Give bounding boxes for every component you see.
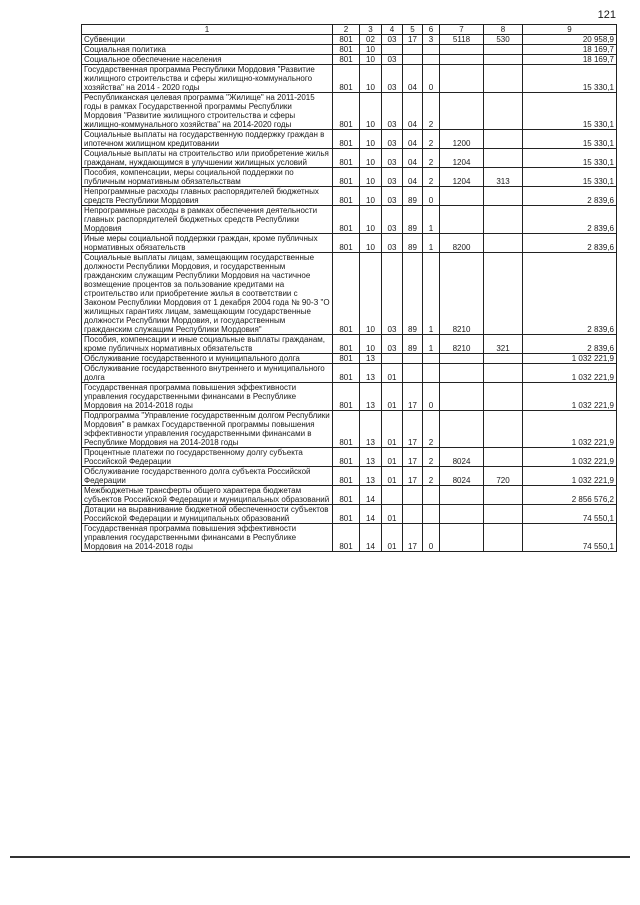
row-name-cell: Социальные выплаты лицам, замещающим государственные должности Республики Мордовия, и государственным гражданским служащим Республики Мордовия на частичное возмещение процентов за пользование кредитами на строительство или приобретение жилья в соответствии с Законом Республики Мордовия от 1 декабря 2004 года № 90-З "О жилищных гарантиях лицам, замещающим государственные должности Республики Мордовия, и государственным гражданским служащим Республики Мордовия" [82, 253, 333, 335]
row-code-cell: 2 [423, 411, 440, 448]
table-row [82, 383, 617, 411]
row-name-cell: Подпрограмма "Управление государственным долгом Республики Мордовия" в рамках Государственной программы повышения эффективности управления государственными финансами в Республике Мордовия на 2014-2018 годы [82, 411, 333, 448]
row-code-cell: 14 [360, 524, 382, 552]
row-amount-cell: 18 169,7 [523, 55, 617, 65]
row-code-cell [484, 187, 523, 206]
row-amount-cell: 2 856 576,2 [523, 486, 617, 505]
row-code-cell: 1 [423, 335, 440, 354]
row-name-cell: Обслуживание государственного и муниципального долга [82, 354, 333, 364]
row-code-cell [484, 448, 523, 467]
row-name-cell: Обслуживание государственного внутреннего и муниципального долга [82, 364, 333, 383]
row-code-cell: 720 [484, 467, 523, 486]
row-code-cell: 03 [382, 55, 403, 65]
row-code-cell [403, 45, 423, 55]
table-row [82, 411, 617, 448]
column-header: 8 [484, 25, 523, 35]
row-code-cell: 03 [382, 234, 403, 253]
row-code-cell: 321 [484, 335, 523, 354]
row-code-cell [484, 524, 523, 552]
row-code-cell [440, 524, 484, 552]
table-row [82, 364, 617, 383]
row-code-cell [423, 354, 440, 364]
row-code-cell: 13 [360, 364, 382, 383]
row-code-cell: 801 [333, 467, 360, 486]
row-code-cell [484, 354, 523, 364]
row-name-cell: Обслуживание государственного долга субъекта Российской Федерации [82, 467, 333, 486]
row-code-cell: 89 [403, 335, 423, 354]
row-amount-cell: 2 839,6 [523, 253, 617, 335]
row-code-cell: 2 [423, 168, 440, 187]
row-amount-cell: 15 330,1 [523, 65, 617, 93]
row-name-cell: Республиканская целевая программа "Жилище" на 2011-2015 годы в рамках Государственной программы Республики Мордовия "Развитие жилищного строительства и сферы жилищно-коммунального хозяйства" на 2014-2020 годы [82, 93, 333, 130]
row-code-cell [440, 93, 484, 130]
row-amount-cell: 2 839,6 [523, 187, 617, 206]
table-row [82, 187, 617, 206]
row-code-cell [484, 130, 523, 149]
row-amount-cell: 1 032 221,9 [523, 448, 617, 467]
row-name-cell: Государственная программа Республики Мордовия "Развитие жилищного строительства и сферы жилищно-коммунального хозяйства" на 2014 - 2020 годы [82, 65, 333, 93]
row-code-cell: 0 [423, 187, 440, 206]
row-code-cell: 10 [360, 187, 382, 206]
table-body [82, 35, 617, 552]
row-code-cell: 03 [382, 149, 403, 168]
table-row [82, 45, 617, 55]
row-code-cell: 03 [382, 206, 403, 234]
row-code-cell: 1204 [440, 149, 484, 168]
footer-rule [10, 856, 630, 858]
row-code-cell [484, 505, 523, 524]
row-code-cell: 801 [333, 234, 360, 253]
row-code-cell: 01 [382, 467, 403, 486]
row-code-cell: 01 [382, 524, 403, 552]
row-name-cell: Непрограммные расходы в рамках обеспечения деятельности главных распорядителей бюджетных средств Республики Мордовия [82, 206, 333, 234]
table-row [82, 149, 617, 168]
row-code-cell [484, 93, 523, 130]
row-code-cell: 0 [423, 383, 440, 411]
row-code-cell: 801 [333, 93, 360, 130]
row-amount-cell: 15 330,1 [523, 149, 617, 168]
row-code-cell [484, 55, 523, 65]
row-code-cell: 10 [360, 93, 382, 130]
row-code-cell: 10 [360, 335, 382, 354]
row-code-cell: 801 [333, 187, 360, 206]
row-code-cell: 801 [333, 335, 360, 354]
row-code-cell: 10 [360, 55, 382, 65]
row-code-cell [382, 45, 403, 55]
row-code-cell: 03 [382, 187, 403, 206]
row-code-cell [440, 364, 484, 383]
row-code-cell: 801 [333, 130, 360, 149]
row-name-cell: Пособия, компенсации и иные социальные выплаты гражданам, кроме публичных нормативных обязательств [82, 335, 333, 354]
row-amount-cell: 1 032 221,9 [523, 383, 617, 411]
row-amount-cell: 2 839,6 [523, 335, 617, 354]
row-code-cell [382, 486, 403, 505]
row-code-cell: 2 [423, 93, 440, 130]
column-header: 2 [333, 25, 360, 35]
row-code-cell: 313 [484, 168, 523, 187]
table-row [82, 35, 617, 45]
row-code-cell [484, 45, 523, 55]
row-amount-cell: 1 032 221,9 [523, 364, 617, 383]
row-code-cell: 10 [360, 65, 382, 93]
row-code-cell: 10 [360, 168, 382, 187]
row-code-cell [484, 486, 523, 505]
column-header: 4 [382, 25, 403, 35]
row-code-cell [484, 234, 523, 253]
row-code-cell: 03 [382, 130, 403, 149]
row-code-cell: 801 [333, 383, 360, 411]
row-code-cell [440, 187, 484, 206]
table-row [82, 448, 617, 467]
row-code-cell: 14 [360, 486, 382, 505]
row-code-cell: 530 [484, 35, 523, 45]
row-code-cell [440, 505, 484, 524]
row-amount-cell: 1 032 221,9 [523, 411, 617, 448]
row-code-cell: 801 [333, 411, 360, 448]
row-code-cell: 801 [333, 65, 360, 93]
row-code-cell: 801 [333, 55, 360, 65]
row-code-cell: 801 [333, 253, 360, 335]
row-code-cell: 04 [403, 130, 423, 149]
row-code-cell: 8024 [440, 448, 484, 467]
table-row [82, 524, 617, 552]
budget-table [81, 24, 617, 552]
table-row [82, 168, 617, 187]
table-row [82, 486, 617, 505]
row-code-cell: 801 [333, 354, 360, 364]
row-code-cell: 17 [403, 448, 423, 467]
row-name-cell: Субвенции [82, 35, 333, 45]
row-amount-cell: 20 958,9 [523, 35, 617, 45]
row-code-cell: 03 [382, 168, 403, 187]
row-code-cell: 10 [360, 253, 382, 335]
row-code-cell: 8210 [440, 253, 484, 335]
row-amount-cell: 15 330,1 [523, 130, 617, 149]
row-amount-cell: 2 839,6 [523, 234, 617, 253]
row-code-cell: 01 [382, 505, 403, 524]
row-code-cell: 801 [333, 505, 360, 524]
row-code-cell: 13 [360, 467, 382, 486]
row-code-cell: 801 [333, 524, 360, 552]
row-code-cell: 3 [423, 35, 440, 45]
row-code-cell [484, 383, 523, 411]
row-code-cell [440, 206, 484, 234]
row-code-cell: 03 [382, 65, 403, 93]
row-code-cell: 10 [360, 130, 382, 149]
row-amount-cell: 74 550,1 [523, 524, 617, 552]
row-code-cell [440, 65, 484, 93]
row-code-cell: 14 [360, 505, 382, 524]
row-amount-cell: 15 330,1 [523, 93, 617, 130]
row-amount-cell: 18 169,7 [523, 45, 617, 55]
row-code-cell: 801 [333, 45, 360, 55]
row-name-cell: Пособия, компенсации, меры социальной поддержки по публичным нормативным обязательствам [82, 168, 333, 187]
row-code-cell: 04 [403, 149, 423, 168]
row-code-cell [484, 253, 523, 335]
row-code-cell: 13 [360, 383, 382, 411]
table-row [82, 253, 617, 335]
row-code-cell [484, 411, 523, 448]
page-number: 121 [597, 9, 616, 21]
row-code-cell: 2 [423, 467, 440, 486]
row-name-cell: Дотации на выравнивание бюджетной обеспеченности субъектов Российской Федерации и муниципальных образований [82, 505, 333, 524]
table-row [82, 354, 617, 364]
row-amount-cell: 1 032 221,9 [523, 354, 617, 364]
row-amount-cell: 74 550,1 [523, 505, 617, 524]
row-code-cell: 01 [382, 383, 403, 411]
row-code-cell [423, 505, 440, 524]
row-code-cell [403, 486, 423, 505]
row-code-cell: 5118 [440, 35, 484, 45]
row-code-cell: 89 [403, 187, 423, 206]
row-code-cell: 0 [423, 65, 440, 93]
row-code-cell: 13 [360, 448, 382, 467]
row-name-cell: Социальное обеспечение населения [82, 55, 333, 65]
row-code-cell: 1 [423, 253, 440, 335]
column-header: 7 [440, 25, 484, 35]
row-code-cell [423, 364, 440, 383]
column-header: 5 [403, 25, 423, 35]
row-code-cell [484, 149, 523, 168]
row-code-cell: 801 [333, 448, 360, 467]
row-name-cell: Государственная программа повышения эффективности управления государственными финансами в Республике Мордовия на 2014-2018 годы [82, 383, 333, 411]
row-code-cell: 04 [403, 93, 423, 130]
row-code-cell: 17 [403, 383, 423, 411]
row-code-cell: 8024 [440, 467, 484, 486]
row-name-cell: Межбюджетные трансферты общего характера бюджетам субъектов Российской Федерации и муниципальных образований [82, 486, 333, 505]
row-code-cell [484, 364, 523, 383]
row-code-cell: 1204 [440, 168, 484, 187]
table-row [82, 206, 617, 234]
table-row [82, 467, 617, 486]
row-code-cell [440, 411, 484, 448]
row-code-cell: 801 [333, 486, 360, 505]
row-code-cell: 10 [360, 149, 382, 168]
row-code-cell [440, 55, 484, 65]
row-name-cell: Непрограммные расходы главных распорядителей бюджетных средств Республики Мордовия [82, 187, 333, 206]
row-name-cell: Иные меры социальной поддержки граждан, кроме публичных нормативных обязательств [82, 234, 333, 253]
table-row [82, 130, 617, 149]
table-row [82, 55, 617, 65]
row-code-cell: 04 [403, 168, 423, 187]
row-name-cell: Социальные выплаты на государственную поддержку граждан в ипотечном жилищном кредитовании [82, 130, 333, 149]
row-amount-cell: 2 839,6 [523, 206, 617, 234]
row-code-cell: 10 [360, 45, 382, 55]
row-code-cell: 89 [403, 234, 423, 253]
row-code-cell: 1 [423, 206, 440, 234]
row-code-cell: 1 [423, 234, 440, 253]
row-code-cell: 2 [423, 448, 440, 467]
row-code-cell [382, 354, 403, 364]
row-code-cell: 1200 [440, 130, 484, 149]
row-code-cell: 0 [423, 524, 440, 552]
row-code-cell: 8200 [440, 234, 484, 253]
column-header: 9 [523, 25, 617, 35]
row-code-cell [484, 206, 523, 234]
row-code-cell: 04 [403, 65, 423, 93]
table-row [82, 335, 617, 354]
row-name-cell: Государственная программа повышения эффективности управления государственными финансами в Республике Мордовия на 2014-2018 годы [82, 524, 333, 552]
row-code-cell: 10 [360, 234, 382, 253]
row-name-cell: Социальные выплаты на строительство или приобретение жилья гражданам, нуждающимся в улучшении жилищных условий [82, 149, 333, 168]
row-code-cell: 10 [360, 206, 382, 234]
row-code-cell: 801 [333, 364, 360, 383]
row-amount-cell: 1 032 221,9 [523, 467, 617, 486]
row-code-cell: 89 [403, 253, 423, 335]
row-code-cell: 89 [403, 206, 423, 234]
column-header: 1 [82, 25, 333, 35]
row-code-cell [440, 486, 484, 505]
column-header: 3 [360, 25, 382, 35]
row-name-cell: Социальная политика [82, 45, 333, 55]
row-code-cell: 17 [403, 467, 423, 486]
row-code-cell: 03 [382, 335, 403, 354]
row-code-cell: 801 [333, 206, 360, 234]
row-code-cell: 03 [382, 93, 403, 130]
row-code-cell: 03 [382, 253, 403, 335]
row-code-cell: 01 [382, 364, 403, 383]
row-code-cell [440, 45, 484, 55]
row-code-cell [440, 354, 484, 364]
row-code-cell [484, 65, 523, 93]
row-code-cell: 17 [403, 524, 423, 552]
row-code-cell: 801 [333, 149, 360, 168]
row-code-cell: 801 [333, 168, 360, 187]
table-header-row [82, 25, 617, 35]
row-code-cell [440, 383, 484, 411]
row-code-cell [403, 364, 423, 383]
row-code-cell: 01 [382, 411, 403, 448]
row-name-cell: Процентные платежи по государственному долгу субъекта Российской Федерации [82, 448, 333, 467]
row-code-cell: 17 [403, 35, 423, 45]
row-code-cell: 13 [360, 411, 382, 448]
row-code-cell [423, 55, 440, 65]
row-code-cell [423, 45, 440, 55]
row-code-cell: 2 [423, 149, 440, 168]
table-row [82, 65, 617, 93]
row-code-cell: 02 [360, 35, 382, 45]
row-code-cell: 801 [333, 35, 360, 45]
table-row [82, 234, 617, 253]
row-code-cell [423, 486, 440, 505]
row-code-cell: 01 [382, 448, 403, 467]
row-amount-cell: 15 330,1 [523, 168, 617, 187]
row-code-cell: 2 [423, 130, 440, 149]
row-code-cell: 13 [360, 354, 382, 364]
row-code-cell: 8210 [440, 335, 484, 354]
row-code-cell: 17 [403, 411, 423, 448]
row-code-cell [403, 354, 423, 364]
row-code-cell [403, 505, 423, 524]
table-row [82, 93, 617, 130]
row-code-cell: 03 [382, 35, 403, 45]
table-row [82, 505, 617, 524]
row-code-cell [403, 55, 423, 65]
column-header: 6 [423, 25, 440, 35]
